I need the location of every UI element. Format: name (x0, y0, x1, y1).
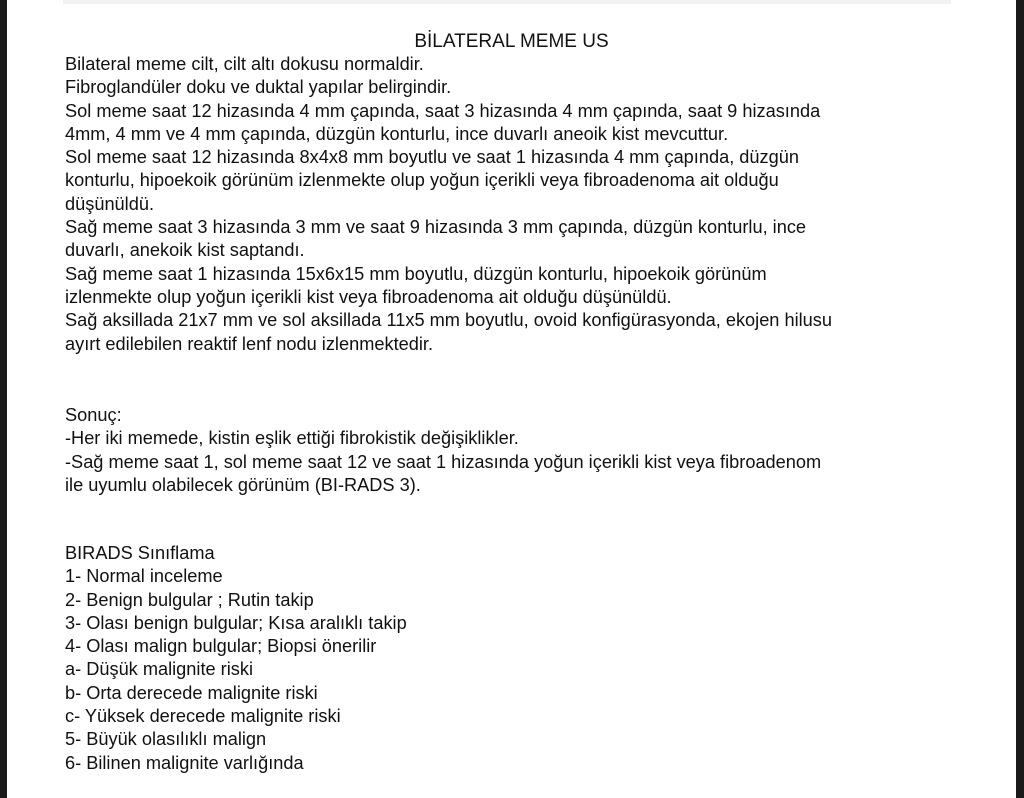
findings-line: ayırt edilebilen reaktif lenf nodu izlenmektedir. (65, 333, 433, 354)
document-title: BİLATERAL MEME US (414, 31, 609, 52)
cut-off-header-strip (63, 0, 951, 4)
findings-line: Sol meme saat 12 hizasında 4 mm çapında, saat 3 hizasında 4 mm çapında, saat 9 hizasında (65, 100, 821, 121)
birads-heading: BIRADS Sınıflama (65, 543, 215, 563)
findings-line: duvarlı, anekoik kist saptandı. (65, 240, 305, 261)
conclusion-line: ile uyumlu olabilecek görünüm (BI-RADS 3). (65, 474, 421, 495)
findings-line: Sağ meme saat 1 hizasında 15x6x15 mm boyutlu, düzgün konturlu, hipoekoik görünüm (65, 263, 767, 284)
findings-line: izlenmekte olup yoğun içerikli kist veya fibroadenoma ait olduğu düşünüldü. (65, 286, 672, 307)
findings-line: konturlu, hipoekoik görünüm izlenmekte olup yoğun içerikli veya fibroadenoma ait olduğu (65, 170, 779, 191)
birads-item: 2- Benign bulgular ; Rutin takip (65, 589, 314, 610)
conclusion-line: -Her iki memede, kistin eşlik ettiği fibrokistik değişiklikler. (65, 428, 519, 449)
findings-line: Sol meme saat 12 hizasında 8x4x8 mm boyutlu ve saat 1 hizasında 4 mm çapında, düzgün (65, 147, 799, 168)
findings-line: düşünüldü. (65, 193, 154, 214)
conclusion-section (65, 404, 965, 497)
birads-item: 1- Normal inceleme (65, 566, 223, 587)
birads-item: b- Orta derecede malignite riski (65, 682, 318, 703)
findings-line: Sağ meme saat 3 hizasında 3 mm ve saat 9 hizasında 3 mm çapında, düzgün konturlu, ince (65, 217, 807, 238)
document-page (7, 0, 1016, 798)
findings-line: 4mm, 4 mm ve 4 mm çapında, düzgün konturlu, ince duvarlı aneoik kist mevcuttur. (65, 123, 729, 144)
findings-line: Bilateral meme cilt, cilt altı dokusu normaldir. (65, 54, 424, 74)
birads-item: a- Düşük malignite riski (65, 659, 253, 680)
birads-item: 5- Büyük olasılıklı malign (65, 729, 267, 750)
birads-section (65, 542, 965, 775)
birads-item: 3- Olası benign bulgular; Kısa aralıklı takip (65, 612, 407, 633)
conclusion-heading: Sonuç: (65, 405, 122, 425)
findings-line: Sağ aksillada 21x7 mm ve sol aksillada 11x5 mm boyutlu, ovoid konfigürasyonda, ekojen hilusu (65, 310, 832, 331)
birads-item: 6- Bilinen malignite varlığında (65, 752, 304, 773)
findings-section (65, 53, 965, 356)
findings-line: Fibroglandüler doku ve duktal yapılar belirgindir. (65, 77, 452, 98)
birads-item: c- Yüksek derecede malignite riski (65, 706, 341, 727)
birads-item: 4- Olası malign bulgular; Biopsi önerilir (65, 636, 377, 657)
conclusion-line: -Sağ meme saat 1, sol meme saat 12 ve saat 1 hizasında yoğun içerikli kist veya fibroadenom (65, 451, 822, 472)
